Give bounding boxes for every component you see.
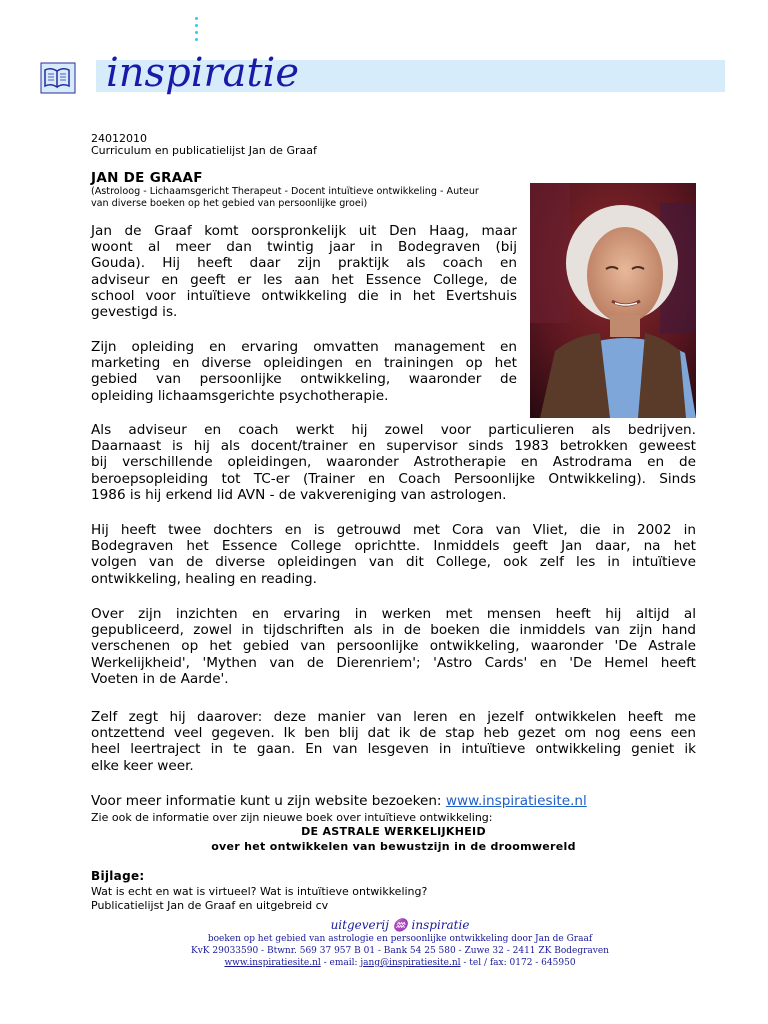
subtitle-line: van diverse boeken op het gebied van persoonlijke groei) (91, 198, 368, 209)
header-dots (193, 17, 201, 45)
paragraph-quote (91, 709, 696, 774)
text-line: 1986 is hij erkend lid AVN - de vakvereniging van astrologen. (91, 486, 507, 503)
footer-line-books: boeken op het gebied van astrologie en persoonlijke ontwikkeling door Jan de Graaf (207, 934, 593, 944)
person-name: JAN DE GRAAF (91, 170, 203, 186)
text-line: beroepsopleiding tot TC-er (Trainer en Coach Persoonlijke Ontwikkeling). Sinds (91, 470, 696, 487)
book-subtitle: over het ontwikkelen van bewustzijn in de droomwereld (211, 840, 576, 853)
subtitle-line: (Astroloog - Lichaamsgericht Therapeut - Docent intuïtieve ontwikkeling - Auteur (91, 186, 479, 197)
more-info-line (91, 793, 587, 809)
text-line: ontzettend veel gegeven. Ik ben blij dat ik de stap heb gezet om nog eens een (91, 725, 696, 742)
text-line: ontwikkeling, healing en reading. (91, 570, 317, 587)
paragraph-career (91, 422, 696, 503)
see-also-text: Zie ook de informatie over zijn nieuwe boek over intuïtieve ontwikkeling: (91, 811, 493, 824)
text-line: Over zijn inzichten en ervaring in werken met mensen heeft hij altijd al (91, 606, 696, 622)
footer-email-label: - email: (320, 958, 361, 968)
text-line: Als adviseur en coach werkt hij zowel voor particulieren als bedrijven. (91, 422, 696, 438)
footer-website-link[interactable]: www.inspiratiesite.nl (224, 958, 321, 968)
text-line: gebied van persoonlijke ontwikkeling, waaronder de (91, 371, 517, 388)
text-line: Zijn opleiding en ervaring omvatten management en (91, 339, 517, 355)
footer-phone: - tel / fax: 0172 - 645950 (460, 958, 576, 968)
book-icon (40, 62, 76, 94)
paragraph-education (91, 339, 517, 404)
brand-title: inspiratie (106, 50, 299, 96)
text-line: Bodegraven het Essence College oprichtte. Inmiddels geeft Jan daar, na het (91, 538, 696, 555)
more-info-text: Voor meer informatie kunt u zijn website bezoeken: (91, 793, 446, 809)
document-date: 24012010 (91, 132, 147, 145)
text-line: elke keer weer. (91, 757, 194, 774)
paragraph-family (91, 522, 696, 587)
footer (120, 918, 680, 969)
footer-line-contact (120, 957, 680, 969)
text-line: heel leertraject in te gaan. En van lesgeven in intuïtieve ontwikkeling geniet ik (91, 741, 696, 758)
text-line: gepubliceerd, zowel in tijdschriften als in de boeken die inmiddels van zijn hand (91, 622, 696, 639)
text-line: school voor intuïtieve ontwikkeling die in het Evertshuis (91, 287, 517, 304)
text-line: Jan de Graaf komt oorspronkelijk uit Den Haag, maar (91, 223, 517, 239)
website-link[interactable]: www.inspiratiesite.nl (445, 793, 587, 809)
attachment-item: Wat is echt en wat is virtueel? Wat is intuïtieve ontwikkeling? (91, 885, 428, 898)
publisher-name: inspiratie (411, 918, 470, 932)
footer-publisher (120, 918, 680, 933)
text-line: Gouda). Hij heeft daar zijn praktijk als coach en (91, 255, 517, 272)
text-line: volgen van de diverse opleidingen van dit College, ook zelf les in intuïtieve (91, 554, 696, 571)
aquarius-icon: ♒ (392, 918, 408, 932)
text-line: Voeten in de Aarde'. (91, 670, 229, 687)
footer-line-registration: KvK 29033590 - Btwnr. 569 37 957 B 01 - Bank 54 25 580 - Zuwe 32 - 2411 ZK Bodegraven (191, 946, 609, 956)
text-line: opleiding lichaamsgerichte psychotherapie. (91, 387, 389, 404)
portrait-photo (530, 183, 696, 418)
publisher-prefix: uitgeverij (330, 918, 389, 932)
text-line: woont al meer dan twintig jaar in Bodegraven (bij (91, 239, 517, 256)
text-line: Werkelijkheid', 'Mythen van de Dierenriem'; 'Astro Cards' en 'De Hemel heeft (91, 654, 696, 671)
paragraph-publications (91, 606, 696, 687)
attachment-item: Publicatielijst Jan de Graaf en uitgebreid cv (91, 899, 329, 912)
text-line: Zelf zegt hij daarover: deze manier van leren en jezelf ontwikkelen heeft me (91, 709, 696, 725)
text-line: adviseur en geeft er les aan het Essence College, de (91, 271, 517, 288)
text-line: verschenen op het gebied van persoonlijke ontwikkeling, waaronder 'De Astrale (91, 638, 696, 655)
text-line: marketing en diverse opleidingen en trainingen op het (91, 355, 517, 372)
attachment-heading: Bijlage: (91, 869, 145, 883)
footer-email-link[interactable]: jang@inspiratiesite.nl (360, 958, 461, 968)
document-title: Curriculum en publicatielijst Jan de Graaf (91, 144, 317, 157)
text-line: bij verschillende opleidingen, waaronder Astrotherapie en Astrodrama en de (91, 454, 696, 471)
person-subtitle (91, 186, 523, 210)
text-line: Hij heeft twee dochters en is getrouwd met Cora van Vliet, die in 2002 in (91, 522, 696, 538)
paragraph-intro (91, 223, 517, 320)
text-line: gevestigd is. (91, 304, 178, 321)
book-title: DE ASTRALE WERKELIJKHEID (301, 825, 486, 838)
text-line: Daarnaast is hij als docent/trainer en supervisor sinds 1983 betrokken geweest (91, 438, 696, 455)
